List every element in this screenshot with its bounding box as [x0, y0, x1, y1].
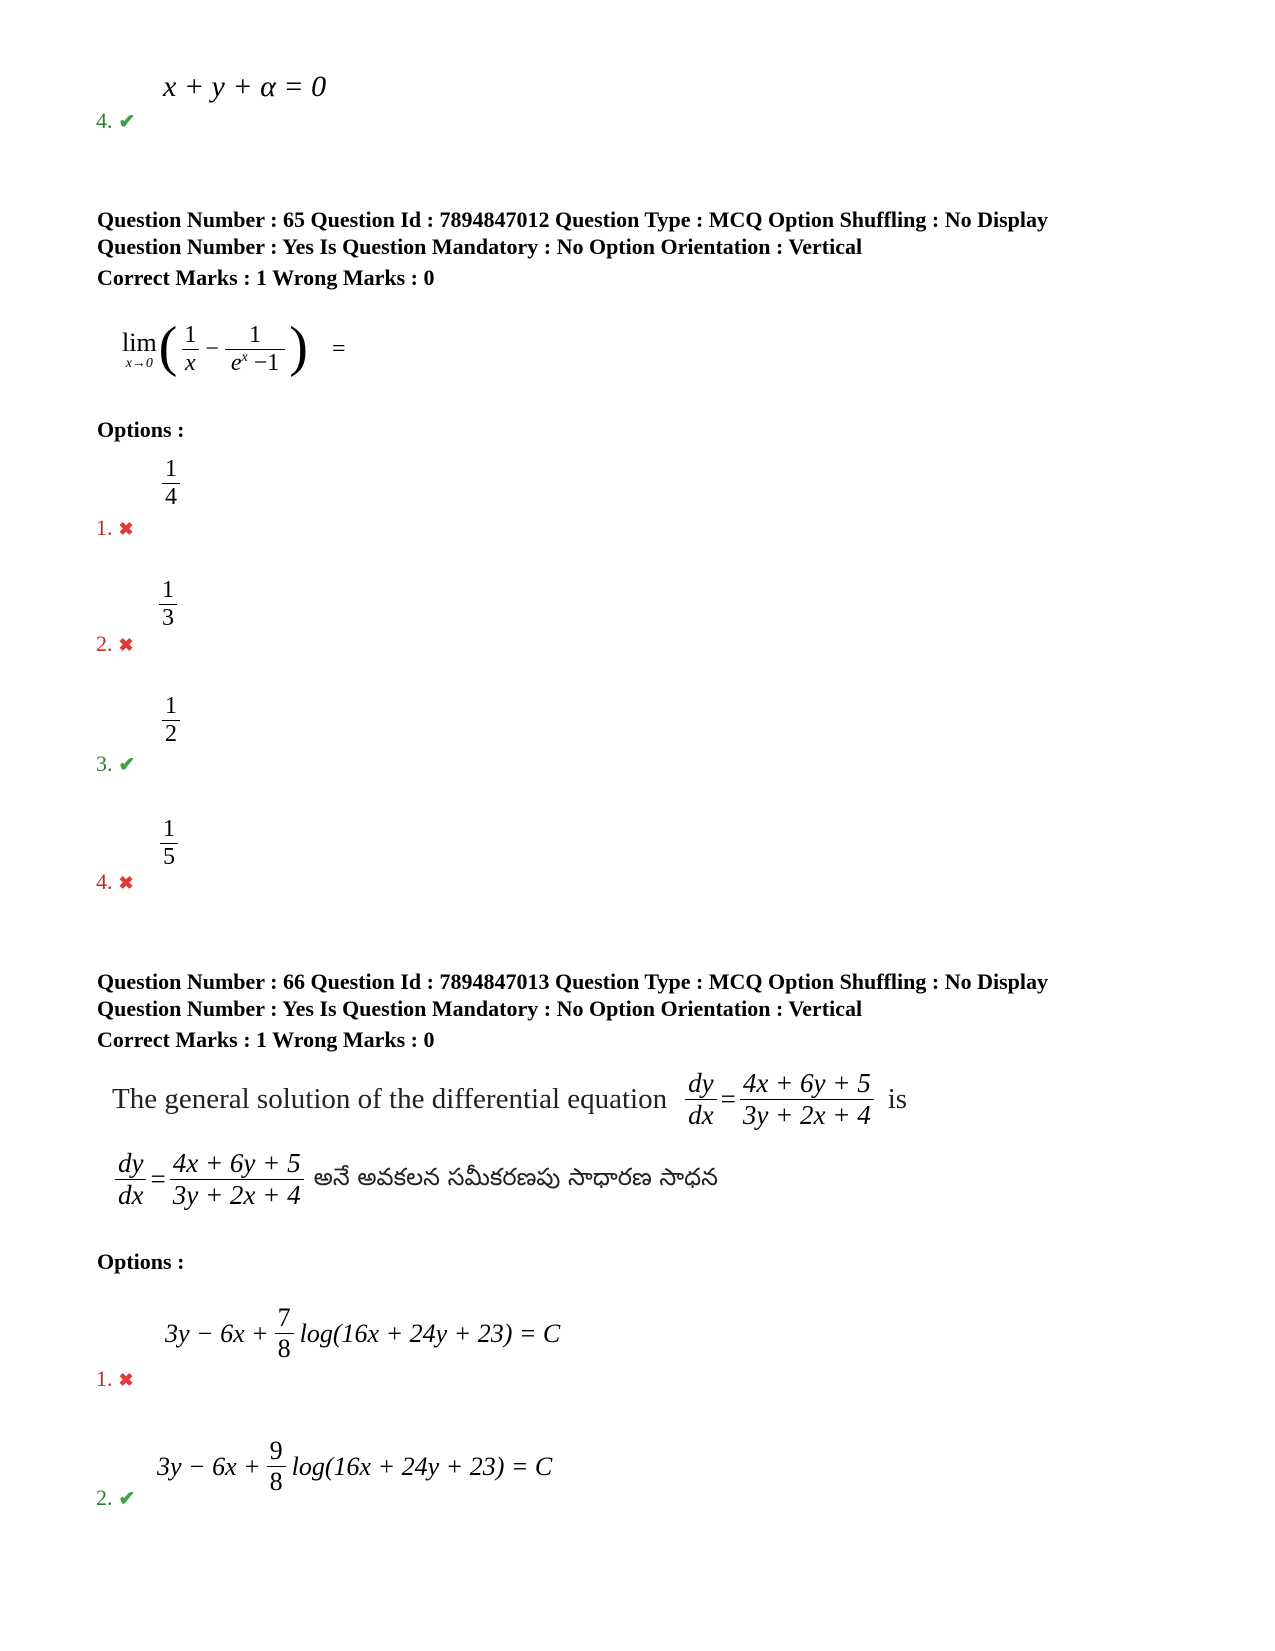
q66-meta-line2: Question Number : Yes Is Question Mandatory : No Option Orientation : Vertical	[97, 996, 863, 1021]
dy-dx-fraction: $\frac{dy}{dx}$	[685, 1068, 716, 1131]
q65-question-formula	[122, 315, 346, 378]
equals-sign: =	[720, 1084, 736, 1114]
q65-option-3[interactable]	[96, 751, 135, 777]
q65-option-1[interactable]	[96, 515, 134, 541]
dy-dx-fraction: $\frac{dy}{dx}$	[115, 1148, 146, 1211]
option-number: 3.	[96, 751, 113, 776]
minus-sign: −	[205, 336, 219, 362]
q66-question-line1	[112, 1068, 907, 1131]
q66-option-1[interactable]	[96, 1366, 134, 1392]
option-number: 4.	[96, 108, 113, 133]
q66-option-2[interactable]	[96, 1485, 135, 1511]
option-number: 1.	[96, 1366, 113, 1391]
equals-sign: =	[150, 1164, 166, 1194]
option-number: 2.	[96, 631, 113, 656]
fraction-1-over-ex-minus-1: $\frac{1}{e^x -1}$	[225, 322, 285, 377]
q66-option-2-value: 3y − 6x + $\frac{9}{8}$ log(16x + 24y + 23) = C	[157, 1436, 553, 1496]
q66-marks: Correct Marks : 1 Wrong Marks : 0	[97, 1027, 435, 1052]
q65-option-4[interactable]	[96, 869, 134, 895]
option-number: 1.	[96, 515, 113, 540]
q65-option-2-value: $\frac{1}{3}$	[159, 577, 177, 632]
option-number: 4.	[96, 869, 113, 894]
rhs-fraction: $\frac{4x + 6y + 5}{3y + 2x + 4}$	[170, 1148, 304, 1211]
q65-meta-line2: Question Number : Yes Is Question Mandatory : No Option Orientation : Vertical	[97, 234, 863, 259]
q65-marks: Correct Marks : 1 Wrong Marks : 0	[97, 265, 435, 290]
cross-icon: ✖	[118, 1370, 134, 1390]
q66-meta-line1: Question Number : 66 Question Id : 7894847013 Question Type : MCQ Option Shuffling : No Display	[97, 969, 1049, 994]
option-number: 2.	[96, 1485, 113, 1510]
q65-options-label: Options :	[97, 417, 185, 442]
limit-operator: lim x→0	[122, 327, 157, 371]
rhs-fraction: $\frac{4x + 6y + 5}{3y + 2x + 4}$	[740, 1068, 874, 1131]
fraction-1-over-x: $\frac{1}{x}$	[181, 322, 199, 377]
q65-meta	[97, 206, 1217, 260]
cross-icon: ✖	[118, 873, 134, 893]
q65-option-2[interactable]	[96, 631, 134, 657]
q66-meta	[97, 968, 1217, 1022]
q65-option-3-value: $\frac{1}{2}$	[162, 693, 180, 748]
check-icon: ✔	[118, 754, 136, 776]
is-word: is	[887, 1083, 908, 1115]
q65-meta-line1: Question Number : 65 Question Id : 7894847012 Question Type : MCQ Option Shuffling : No Display	[97, 207, 1049, 232]
q66-option-1-value: 3y − 6x + $\frac{7}{8}$ log(16x + 24y + 23) = C	[165, 1303, 561, 1363]
cross-icon: ✖	[118, 519, 134, 539]
check-icon: ✔	[118, 111, 136, 133]
prev-option-number	[96, 108, 135, 134]
q65-option-4-value: $\frac{1}{5}$	[160, 816, 178, 871]
equals-sign: =	[331, 336, 346, 362]
q65-option-1-value: $\frac{1}{4}$	[162, 456, 180, 511]
q66-options-label: Options :	[97, 1249, 185, 1274]
cross-icon: ✖	[118, 635, 134, 655]
right-paren: )	[289, 315, 308, 378]
check-icon: ✔	[118, 1488, 136, 1510]
left-paren: (	[158, 315, 178, 378]
q66-question-line2	[115, 1148, 718, 1211]
q66-question-text-te: అనే అవకలన సమీకరణపు సాధారణ సాధన	[313, 1162, 718, 1191]
q66-question-text-en: The general solution of the differential equation	[112, 1083, 668, 1115]
prev-option-formula: x + y + α = 0	[163, 70, 327, 103]
